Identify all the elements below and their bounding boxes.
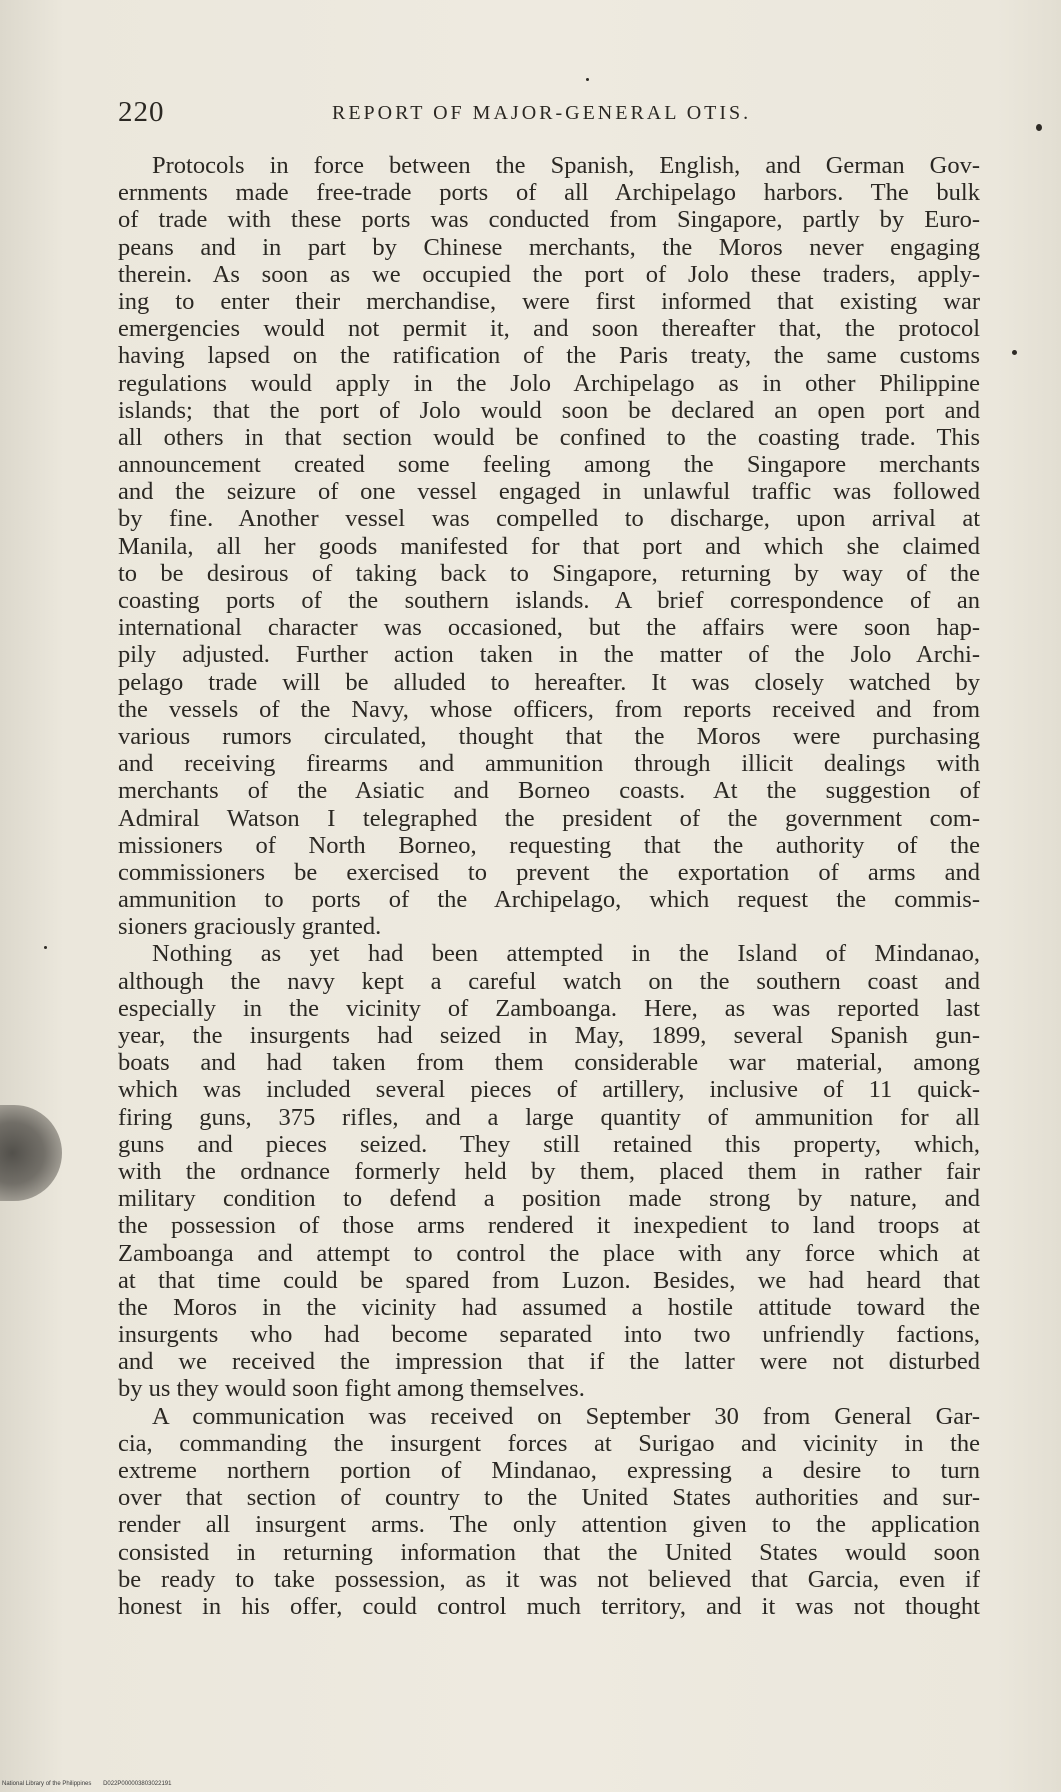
text-line: military condition to defend a position made strong by nature, and (118, 1185, 980, 1213)
text-line: which was included several pieces of artillery, inclusive of 11 quick- (118, 1076, 980, 1104)
text-line: guns and pieces seized. They still retained this property, which, (118, 1130, 980, 1158)
ink-speck (586, 78, 589, 81)
page-number: 220 (118, 96, 165, 128)
text-line: the Moros in the vicinity had assumed a hostile attitude toward the (118, 1293, 980, 1321)
text-line: year, the insurgents had seized in May, 1899, several Spanish gun- (118, 1022, 980, 1049)
text-line: Admiral Watson I telegraphed the president of the government com- (118, 804, 980, 832)
text-line: render all insurgent arms. The only attention given to the application (118, 1511, 980, 1539)
text-line: A communication was received on September 30 from General Gar- (152, 1402, 980, 1430)
text-line: over that section of country to the United States authorities and sur- (118, 1484, 980, 1512)
text-line: firing guns, 375 rifles, and a large quantity of ammunition for all (118, 1103, 980, 1131)
text-line: and we received the impression that if the latter were not disturbed (118, 1348, 980, 1376)
text-line: of trade with these ports was conducted from Singapore, partly by Euro- (118, 206, 980, 234)
scan-footer (2, 1781, 181, 1787)
text-line: and the seizure of one vessel engaged in unlawful traffic was followed (118, 478, 980, 506)
text-line: international character was occasioned, but the affairs were soon hap- (118, 614, 980, 642)
running-head: REPORT OF MAJOR-GENERAL OTIS. (332, 102, 752, 124)
text-line: at that time could be spared from Luzon. Besides, we had heard that (118, 1266, 980, 1294)
text-line: islands; that the port of Jolo would soon be declared an open port and (118, 396, 980, 424)
text-line: honest in his offer, could control much territory, and it was not thought (118, 1592, 980, 1620)
text-line: merchants of the Asiatic and Borneo coasts. At the suggestion of (118, 777, 980, 805)
ink-speck (44, 946, 47, 949)
text-line: cia, commanding the insurgent forces at Surigao and vicinity in the (118, 1429, 980, 1457)
text-line: announcement created some feeling among the Singapore merchants (118, 451, 980, 479)
text-line: ernments made free-trade ports of all Archipelago harbors. The bulk (118, 179, 980, 207)
text-line: Manila, all her goods manifested for that port and which she claimed (118, 532, 980, 560)
text-line: although the navy kept a careful watch on the southern coast and (118, 967, 980, 995)
text-line: therein. As soon as we occupied the port of Jolo these traders, apply- (118, 260, 980, 288)
text-line: peans and in part by Chinese merchants, the Moros never engaging (118, 233, 980, 261)
text-line: ing to enter their merchandise, were first informed that existing war (118, 287, 980, 315)
text-line: Zamboanga and attempt to control the place with any force which at (118, 1239, 980, 1267)
text-line: ammunition to ports of the Archipelago, which request the commis- (118, 886, 980, 914)
footer-identifier: D022P000003803022191 (103, 1781, 172, 1787)
body-text (118, 152, 980, 1620)
text-line: especially in the vicinity of Zamboanga. Here, as was reported last (118, 994, 980, 1022)
text-line: by fine. Another vessel was compelled to discharge, upon arrival at (118, 505, 980, 533)
text-line: having lapsed on the ratification of the Paris treaty, the same customs (118, 342, 980, 370)
text-line: various rumors circulated, thought that the Moros were purchasing (118, 722, 980, 750)
ink-speck (1036, 124, 1042, 131)
text-line: the vessels of the Navy, whose officers, from reports received and from (118, 695, 980, 723)
text-line: regulations would apply in the Jolo Archipelago as in other Philippine (118, 369, 980, 397)
text-line: sioners graciously granted. (118, 913, 382, 941)
footer-source: National Library of the Philippines (2, 1781, 92, 1787)
text-line: commissioners be exercised to prevent the exportation of arms and (118, 858, 980, 886)
binder-clip-shadow (0, 1105, 62, 1201)
text-line: by us they would soon fight among themselves. (118, 1375, 585, 1403)
page-header (118, 96, 978, 136)
text-line: emergencies would not permit it, and soon thereafter that, the protocol (118, 315, 980, 343)
text-line: Nothing as yet had been attempted in the Island of Mindanao, (152, 940, 980, 968)
text-line: Protocols in force between the Spanish, English, and German Gov- (152, 152, 980, 179)
text-line: missioners of North Borneo, requesting that the authority of the (118, 831, 980, 859)
text-line: the possession of those arms rendered it inexpedient to land troops at (118, 1212, 980, 1240)
text-line: all others in that section would be confined to the coasting trade. This (118, 423, 980, 451)
text-line: consisted in returning information that the United States would soon (118, 1538, 980, 1566)
text-line: coasting ports of the southern islands. A brief correspondence of an (118, 587, 980, 614)
text-line: boats and had taken from them considerable war material, among (118, 1049, 980, 1077)
ink-speck (1012, 350, 1017, 355)
text-line: and receiving firearms and ammunition through illicit dealings with (118, 750, 980, 778)
text-line: to be desirous of taking back to Singapore, returning by way of the (118, 559, 980, 587)
text-line: extreme northern portion of Mindanao, expressing a desire to turn (118, 1457, 980, 1484)
text-line: with the ordnance formerly held by them, placed them in rather fair (118, 1157, 980, 1185)
text-line: pelago trade will be alluded to hereafter. It was closely watched by (118, 668, 980, 696)
text-line: be ready to take possession, as it was not believed that Garcia, even if (118, 1565, 980, 1593)
text-line: insurgents who had become separated into two unfriendly factions, (118, 1321, 980, 1349)
text-line: pily adjusted. Further action taken in the matter of the Jolo Archi- (118, 641, 980, 669)
